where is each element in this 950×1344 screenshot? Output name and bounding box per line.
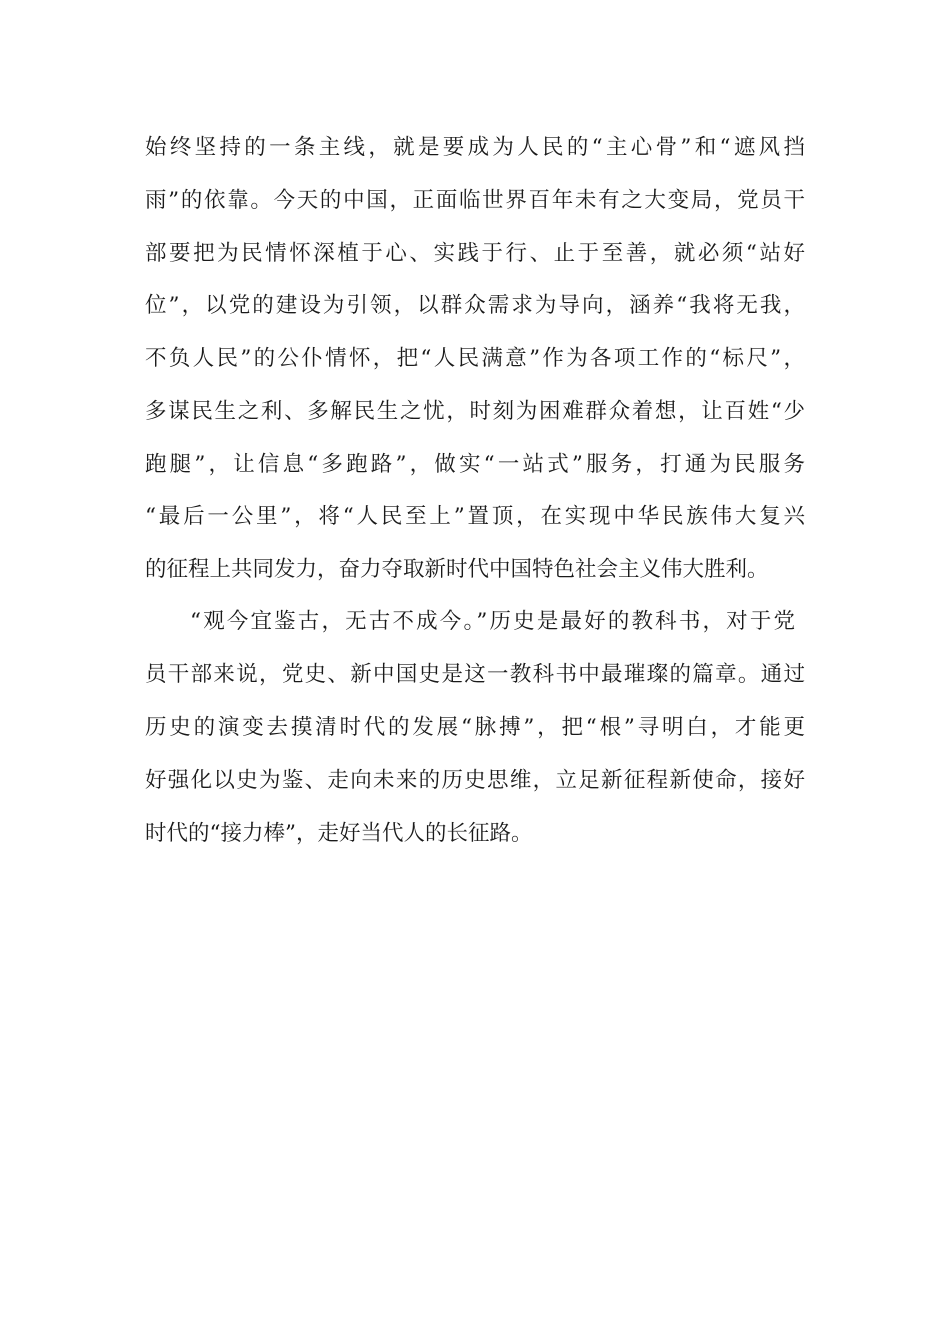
text-line: 雨”的依靠。今天的中国，正面临世界百年未有之大变局，党员干 bbox=[145, 188, 805, 213]
text-line: 时代的“接力棒”，走好当代人的长征路。 bbox=[145, 821, 533, 846]
text-line: “最后一公里”，将“人民至上”置顶，在实现中华民族伟大复兴 bbox=[145, 504, 805, 529]
text-line: 跑腿”，让信息“多跑路”，做实“一站式”服务，打通为民服务 bbox=[145, 452, 805, 477]
text-line: 不负人民”的公仆情怀，把“人民满意”作为各项工作的“标尺”， bbox=[145, 346, 805, 371]
text-line: “观今宜鉴古，无古不成今。”历史是最好的教科书，对于党 bbox=[190, 609, 795, 634]
text-line: 的征程上共同发力，奋力夺取新时代中国特色社会主义伟大胜利。 bbox=[145, 557, 769, 582]
text-line: 部要把为民情怀深植于心、实践于行、止于至善，就必须“站好 bbox=[145, 241, 805, 266]
text-line: 位”，以党的建设为引领，以群众需求为导向，涵养“我将无我， bbox=[145, 293, 805, 318]
text-line: 始终坚持的一条主线，就是要成为人民的“主心骨”和“遮风挡 bbox=[145, 135, 805, 160]
text-line: 多谋民生之利、多解民生之忧，时刻为困难群众着想，让百姓“少 bbox=[145, 399, 805, 424]
text-line: 员干部来说，党史、新中国史是这一教科书中最璀璨的篇章。通过 bbox=[145, 662, 805, 687]
text-line: 好强化以史为鉴、走向未来的历史思维，立足新征程新使命，接好 bbox=[145, 768, 805, 793]
text-line: 历史的演变去摸清时代的发展“脉搏”，把“根”寻明白，才能更 bbox=[145, 715, 805, 740]
